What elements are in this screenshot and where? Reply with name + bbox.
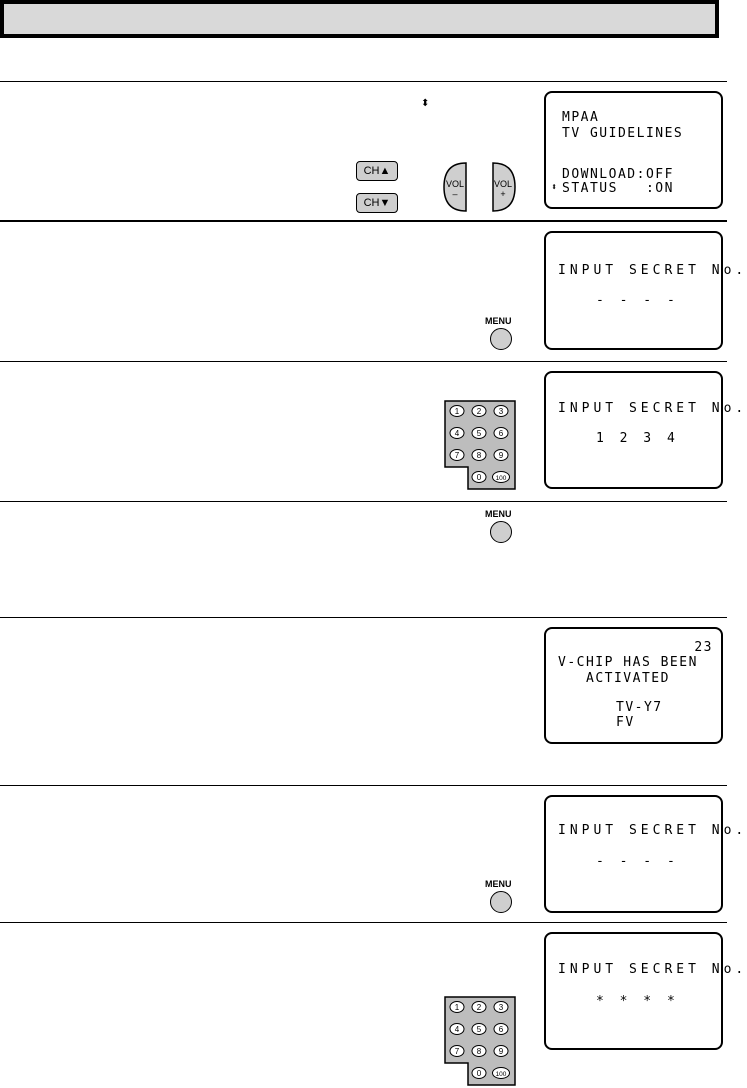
screen-line: - - - - — [596, 854, 679, 869]
keypad-key[interactable]: 9 — [498, 451, 504, 460]
menu-button-label: MENU — [485, 509, 512, 519]
tv-screen-rating-setup — [544, 91, 723, 209]
keypad-key[interactable]: 7 — [454, 1047, 460, 1056]
tv-screen-secret-masked — [544, 932, 747, 1050]
volume-up-label: VOL + — [493, 179, 512, 199]
divider — [0, 617, 727, 618]
screen-line: V-CHIP HAS BEEN — [558, 655, 698, 670]
keypad-key[interactable]: 8 — [476, 1047, 482, 1056]
divider — [0, 361, 727, 362]
keypad-key[interactable]: 100 — [495, 475, 507, 482]
tv-screen-secret-blank — [544, 231, 747, 350]
keypad-key[interactable]: 4 — [454, 429, 460, 438]
divider — [0, 922, 727, 923]
tv-screen-vchip-activated — [544, 627, 723, 744]
updown-arrow-icon: ⬍ — [421, 98, 430, 109]
keypad-key[interactable]: 1 — [454, 1003, 460, 1012]
keypad-key[interactable]: 2 — [476, 407, 482, 416]
divider — [0, 220, 727, 222]
menu-button[interactable] — [490, 891, 512, 913]
screen-line: FV — [616, 715, 635, 730]
menu-button-label: MENU — [485, 316, 512, 326]
keypad-key[interactable]: 7 — [454, 451, 460, 460]
keypad-key[interactable]: 9 — [498, 1047, 504, 1056]
screen-line: INPUT SECRET No. — [558, 263, 747, 278]
tv-screen-secret-entered — [544, 371, 747, 489]
keypad-key[interactable]: 2 — [476, 1003, 482, 1012]
screen-line: INPUT SECRET No. — [558, 962, 747, 977]
keypad-key[interactable]: 0 — [476, 1069, 482, 1078]
keypad-key[interactable]: 6 — [498, 1025, 504, 1034]
section-header-bar — [0, 0, 719, 38]
screen-line: INPUT SECRET No. — [558, 823, 747, 838]
channel-number: 23 — [694, 640, 713, 655]
screen-line: ACTIVATED — [586, 671, 670, 686]
keypad-key[interactable]: 8 — [476, 451, 482, 460]
channel-up-button[interactable]: CH▲ — [356, 161, 398, 181]
keypad-key[interactable]: 1 — [454, 407, 460, 416]
screen-line: - - - - — [596, 293, 679, 308]
screen-line: DOWNLOAD:OFF — [562, 167, 674, 182]
keypad-key[interactable]: 3 — [498, 407, 504, 416]
menu-button[interactable] — [490, 521, 512, 543]
keypad-key[interactable]: 100 — [495, 1071, 507, 1078]
keypad-key[interactable]: 0 — [476, 473, 482, 482]
screen-line: MPAA — [562, 110, 600, 125]
screen-line: STATUS :ON — [562, 181, 674, 196]
keypad-key[interactable]: 5 — [476, 1025, 482, 1034]
screen-line: TV GUIDELINES — [562, 126, 684, 141]
screen-line: TV-Y7 — [616, 700, 663, 715]
screen-line: INPUT SECRET No. — [558, 401, 747, 416]
tv-screen-secret-blank — [544, 795, 747, 913]
menu-button[interactable] — [490, 328, 512, 350]
menu-button-label: MENU — [485, 879, 512, 889]
divider — [0, 501, 727, 502]
screen-line: 1 2 3 4 — [596, 431, 679, 446]
number-keypad[interactable] — [444, 400, 516, 490]
number-keypad[interactable] — [444, 996, 516, 1086]
screen-line: * * * * — [596, 994, 679, 1009]
keypad-key[interactable]: 5 — [476, 429, 482, 438]
volume-down-label: VOL – — [445, 179, 464, 199]
divider — [0, 81, 727, 82]
keypad-key[interactable]: 4 — [454, 1025, 460, 1034]
divider — [0, 785, 727, 786]
channel-down-button[interactable]: CH▼ — [356, 193, 398, 213]
keypad-key[interactable]: 6 — [498, 429, 504, 438]
keypad-key[interactable]: 3 — [498, 1003, 504, 1012]
updown-arrow-icon: ⬍ — [551, 182, 559, 193]
